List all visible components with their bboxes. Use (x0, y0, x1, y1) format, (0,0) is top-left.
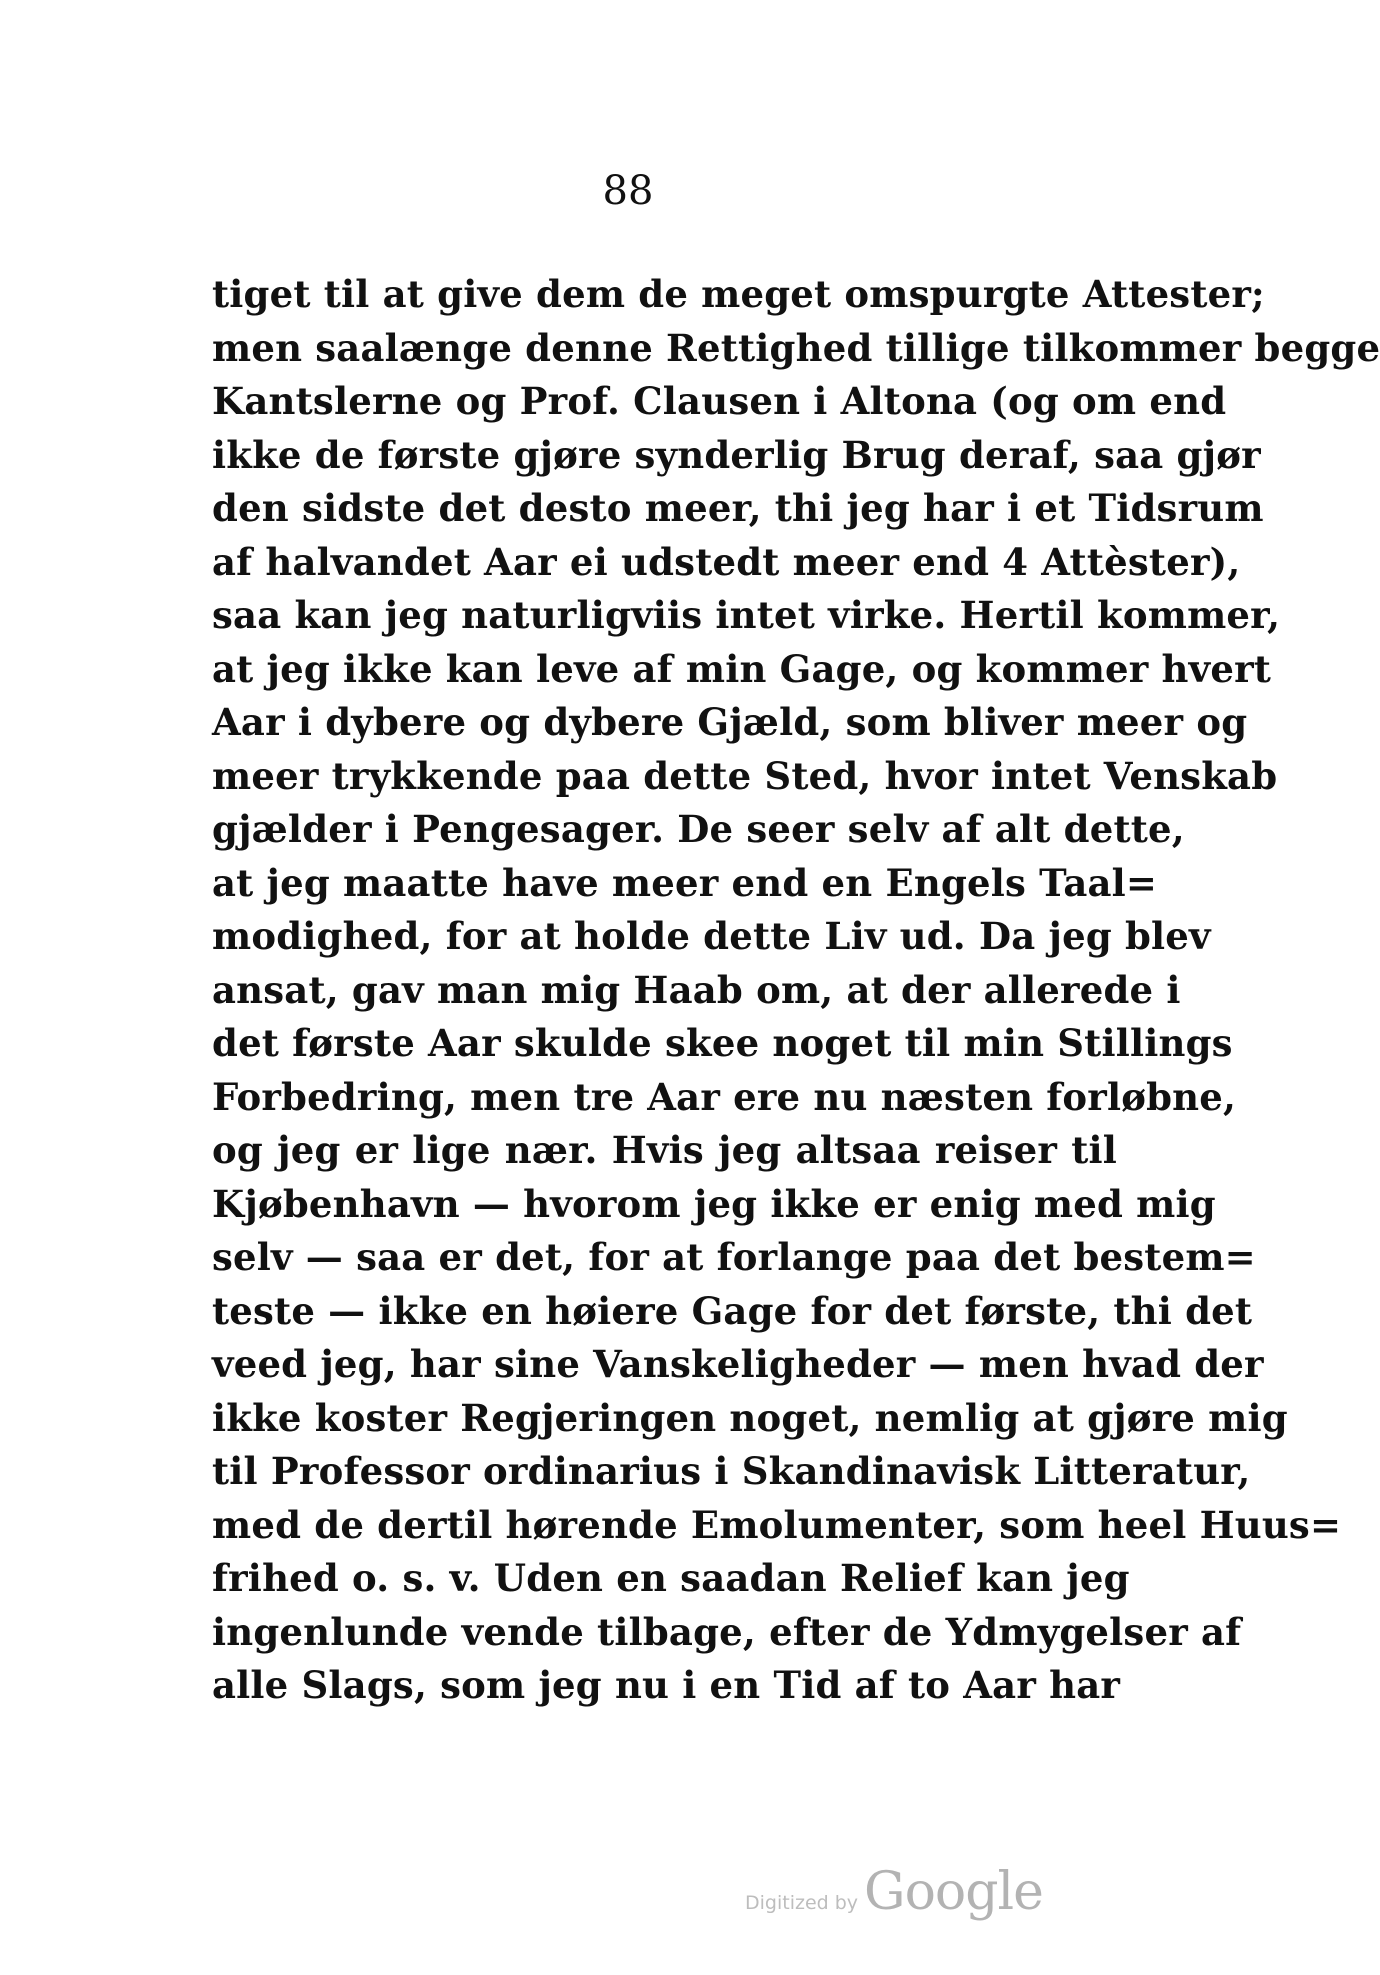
watermark-prefix: Digitized by (745, 1892, 859, 1914)
text-line: ikke de første gjøre synderlig Brug deraf, saa gjør (212, 432, 1261, 477)
text-line: ansat, gav man mig Haab om, at der allerede i (212, 967, 1181, 1012)
text-line: Kjøbenhavn — hvorom jeg ikke er enig med mig (212, 1181, 1216, 1226)
text-line: meer trykkende paa dette Sted, hvor intet Venskab (212, 753, 1278, 798)
text-line: gjælder i Pengesager. De seer selv af alt dette, (212, 807, 1185, 851)
text-line: til Professor ordinarius i Skandinavisk Litteratur, (212, 1449, 1251, 1493)
page-number: 88 (602, 168, 654, 214)
text-line: modighed, for at holde dette Liv ud. Da jeg blev (212, 914, 1211, 958)
text-line: det første Aar skulde skee noget til min Stillings (212, 1021, 1233, 1065)
text-line: og jeg er lige nær. Hvis jeg altsaa reiser til (212, 1128, 1117, 1172)
text-line: Forbedring, men tre Aar ere nu næsten forløbne, (212, 1074, 1237, 1119)
text-line: men saalænge denne Rettighed tillige tilkommer begge (212, 325, 1380, 370)
text-line: frihed o. s. v. Uden en saadan Relief kan jeg (212, 1556, 1130, 1600)
text-line: ikke koster Regjeringen noget, nemlig at gjøre mig (212, 1395, 1288, 1440)
text-line: tiget til at give dem de meget omspurgte Attester; (212, 272, 1265, 316)
digitized-watermark (745, 1862, 1043, 1922)
text-line: at jeg maatte have meer end en Engels Taal= (212, 860, 1158, 905)
text-line: teste — ikke en høiere Gage for det første, thi det (212, 1288, 1253, 1333)
text-line: af halvandet Aar ei udstedt meer end 4 Attèster), (212, 539, 1241, 584)
body-text (212, 268, 1380, 1713)
text-line: med de dertil hørende Emolumenter, som heel Huus= (212, 1502, 1342, 1547)
text-line: den sidste det desto meer, thi jeg har i et Tidsrum (212, 486, 1264, 530)
text-line: saa kan jeg naturligviis intet virke. Hertil kommer, (212, 593, 1281, 637)
text-line: Kantslerne og Prof. Clausen i Altona (og om end (212, 379, 1227, 423)
text-line: Aar i dybere og dybere Gjæld, som bliver meer og (212, 700, 1248, 744)
text-line: alle Slags, som jeg nu i en Tid af to Aar har (212, 1663, 1121, 1707)
watermark-logo: Google (864, 1862, 1043, 1922)
text-line: veed jeg, har sine Vanskeligheder — men hvad der (212, 1342, 1264, 1386)
text-line: ingenlunde vende tilbage, efter de Ydmygelser af (212, 1609, 1242, 1654)
text-line: at jeg ikke kan leve af min Gage, og kommer hvert (212, 646, 1272, 691)
text-line: selv — saa er det, for at forlange paa det bestem= (212, 1235, 1256, 1279)
